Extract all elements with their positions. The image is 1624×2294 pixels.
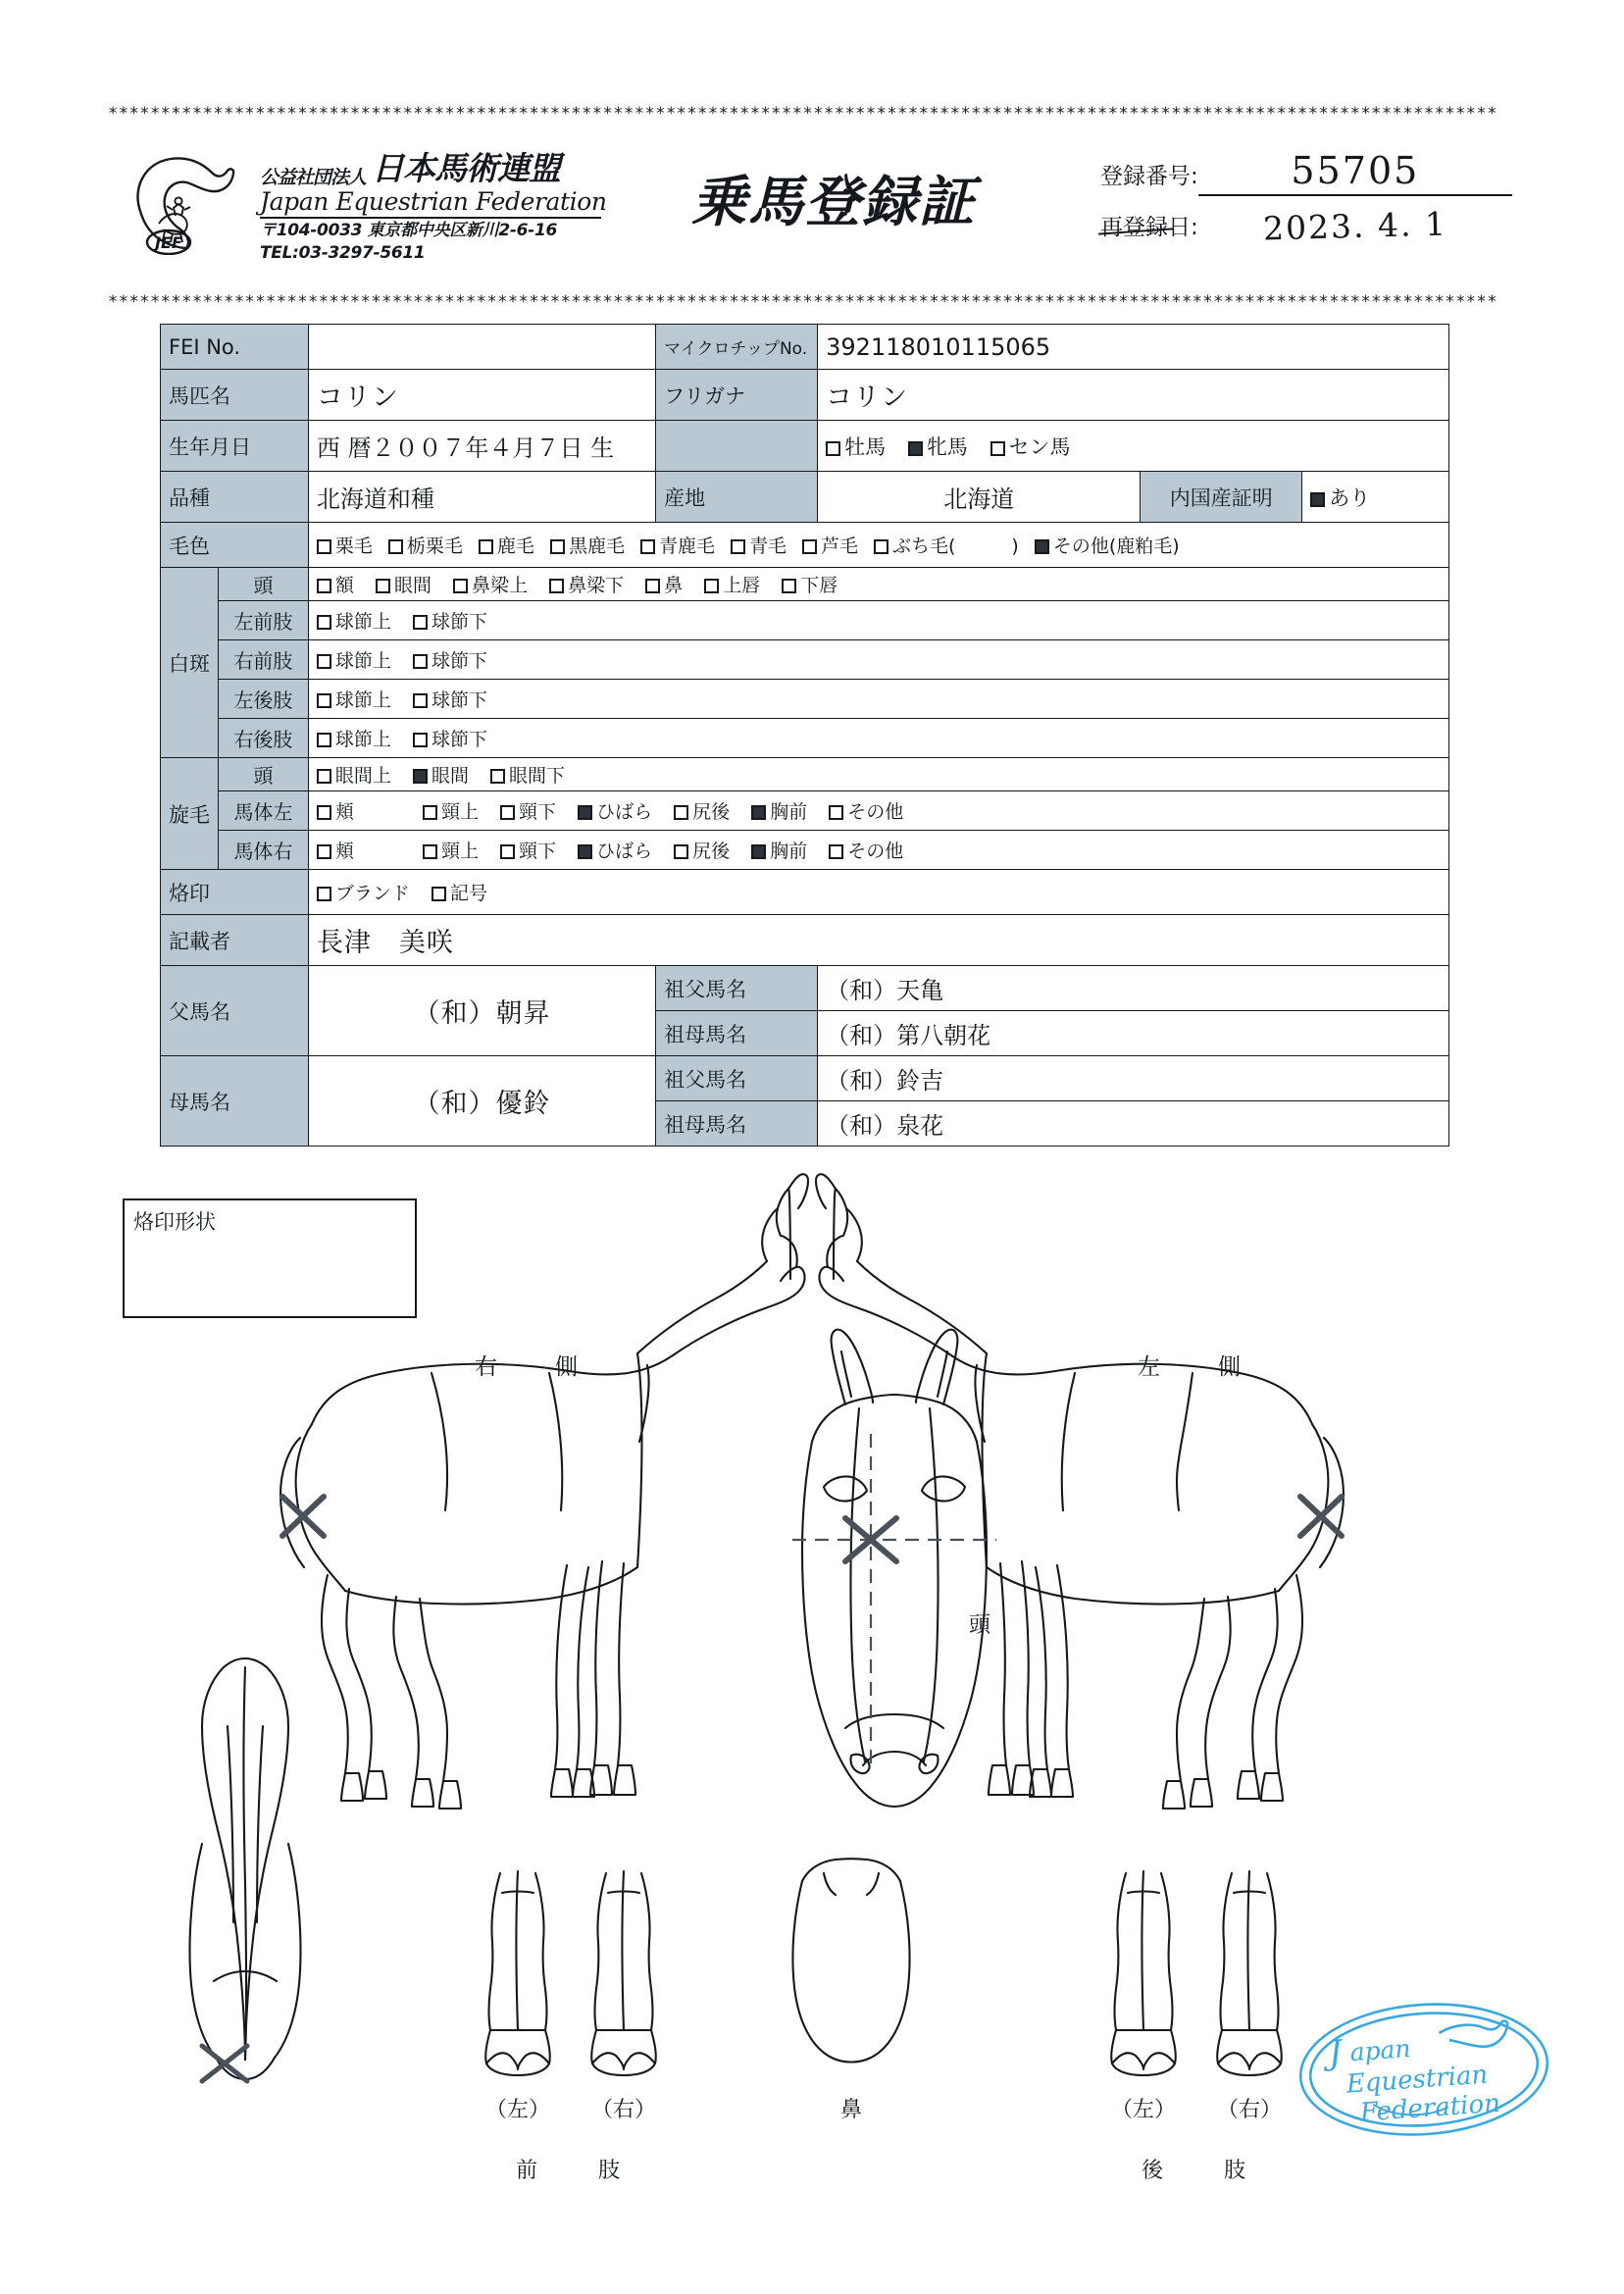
whorl-l-other-label: その他 xyxy=(847,801,904,823)
white-rh-below-fetlock-label: 球節下 xyxy=(431,729,487,750)
horse-head-front-figure xyxy=(802,1330,987,1807)
checkbox-whorl-r-hindquarter-icon[interactable] xyxy=(674,844,688,859)
white-lf-below-fetlock-label: 球節下 xyxy=(431,611,487,633)
brand-option-symbol-label: 記号 xyxy=(449,883,487,904)
checkbox-whorl-r-cheek-icon[interactable] xyxy=(317,844,331,859)
checkbox-between-eyes-icon[interactable] xyxy=(376,579,390,593)
coat-option-tochikurige-label: 栃栗毛 xyxy=(406,535,463,557)
brand-option-brand[interactable] xyxy=(317,879,410,905)
whorl-l-hindquarter[interactable] xyxy=(674,797,730,824)
hind-limb-label: 後 肢 xyxy=(1141,2159,1251,2183)
checkbox-symbol-icon[interactable] xyxy=(431,887,446,901)
table-row-coat-color xyxy=(161,523,1449,568)
checkbox-kage-icon[interactable] xyxy=(479,539,493,554)
whorl-l-hindquarter-label: 尻後 xyxy=(692,801,731,823)
white-lf-above-fetlock[interactable] xyxy=(317,607,391,634)
registration-block xyxy=(1100,145,1512,247)
table-row-white-head xyxy=(161,568,1449,601)
white-lh-below-fetlock[interactable] xyxy=(413,686,487,712)
jef-logo-icon xyxy=(129,147,247,255)
whorl-l-upper-neck-label: 頸上 xyxy=(440,801,479,823)
registration-date-label: 再登録日: xyxy=(1100,209,1198,247)
whorl-row-label-right-body: 馬体右 xyxy=(219,831,309,870)
domestic-certificate-value[interactable] xyxy=(1302,472,1449,523)
org-address: 〒104-0033 東京都中央区新川2-6-16 xyxy=(260,221,558,240)
checkbox-upper-lip-icon[interactable] xyxy=(704,579,719,593)
coat-option-kurokage-label: 黒鹿毛 xyxy=(568,535,625,557)
sex-options xyxy=(818,421,1449,472)
whorl-l-cheek[interactable] xyxy=(317,797,401,824)
svg-text:JEF: JEF xyxy=(155,233,182,252)
checkbox-whorl-l-flank-icon[interactable] xyxy=(578,805,592,820)
marker-x-left-flank xyxy=(1300,1497,1342,1536)
white-option-between-eyes-label: 眼間 xyxy=(393,575,431,596)
fei-no-label: FEI No. xyxy=(161,325,309,370)
checkbox-whorl-r-upper-neck-icon[interactable] xyxy=(423,844,437,859)
furigana-value: コリン xyxy=(818,370,1449,421)
whorl-markers xyxy=(202,1497,1342,2081)
checkbox-rh-above-fetlock-icon[interactable] xyxy=(317,733,331,747)
checkbox-lower-lip-icon[interactable] xyxy=(782,579,796,593)
nose-label: 鼻 xyxy=(839,2098,862,2122)
whorl-below-eyes[interactable] xyxy=(490,761,565,788)
brand-option-symbol[interactable] xyxy=(431,879,487,905)
checkbox-whorl-below-eyes-icon[interactable] xyxy=(490,769,505,784)
org-name-en: Japan Equestrian Federation xyxy=(260,187,607,216)
coat-color-options xyxy=(308,523,1448,568)
whorl-below-eyes-label: 眼間下 xyxy=(509,765,566,787)
whorl-l-flank-label: ひばら xyxy=(596,801,653,823)
sex-option-mare[interactable] xyxy=(908,432,968,461)
sex-option-stallion-label: 牡馬 xyxy=(844,434,887,459)
table-row-breed xyxy=(161,472,1449,523)
origin-value: 北海道 xyxy=(818,472,1141,523)
table-row-birthdate xyxy=(161,421,1449,472)
document-header xyxy=(108,137,1520,284)
seal-line3: Federation xyxy=(1358,2088,1501,2128)
white-option-forehead-label: 額 xyxy=(334,575,354,596)
white-row-label-left-hind: 左後肢 xyxy=(219,680,309,719)
brand-shape-label: 烙印形状 xyxy=(133,1210,216,1234)
checkbox-brand-icon[interactable] xyxy=(317,887,331,901)
whorl-l-lower-neck[interactable] xyxy=(500,797,556,824)
dam-grandsire-label: 祖父馬名 xyxy=(656,1056,818,1101)
hind-limbs-figure xyxy=(1111,1871,1282,2075)
whorl-r-cheek[interactable] xyxy=(317,837,401,863)
whorl-l-upper-neck[interactable] xyxy=(423,797,479,824)
registration-number-field xyxy=(1198,149,1512,196)
whorl-between-eyes[interactable] xyxy=(413,761,469,788)
checkbox-gelding-icon[interactable] xyxy=(990,441,1005,456)
whorl-left-body-options xyxy=(308,791,1448,831)
checkbox-kurokage-icon[interactable] xyxy=(550,539,565,554)
head-label: 頭 xyxy=(969,1613,991,1638)
hind-right-label: （右） xyxy=(1216,2098,1282,2122)
checkbox-whorl-above-eyes-icon[interactable] xyxy=(317,769,331,784)
white-option-lower-nasal-label: 鼻梁下 xyxy=(568,575,625,596)
checkbox-whorl-r-other-icon[interactable] xyxy=(829,844,843,859)
white-lh-above-fetlock[interactable] xyxy=(317,686,391,712)
horse-name-value: コリン xyxy=(308,370,655,421)
whorl-right-body-options xyxy=(308,831,1448,870)
coat-option-aoge-label: 青毛 xyxy=(748,535,787,557)
org-rule xyxy=(260,217,601,219)
white-lh-below-fetlock-label: 球節下 xyxy=(431,689,487,711)
sire-grandsire-value: （和）天亀 xyxy=(818,966,1449,1011)
registration-number-label: 登録番号: xyxy=(1100,164,1198,189)
birthdate-value: 西 暦２００７年４月７日 生 xyxy=(308,421,655,472)
registration-table xyxy=(160,324,1449,1147)
whorl-r-hindquarter[interactable] xyxy=(674,837,730,863)
checkbox-whorl-between-eyes-icon[interactable] xyxy=(413,769,428,784)
coat-option-other[interactable] xyxy=(1035,532,1180,558)
white-option-lower-lip[interactable] xyxy=(782,571,837,597)
microchip-value: 392118010115065 xyxy=(818,325,1449,370)
domestic-certificate-label: 内国産証明 xyxy=(1141,472,1302,523)
table-row-white-right-fore xyxy=(161,640,1449,680)
checkbox-ashige-icon[interactable] xyxy=(802,539,817,554)
white-option-upper-lip-label: 上唇 xyxy=(723,575,761,596)
checkbox-whorl-r-chest-icon[interactable] xyxy=(751,844,766,859)
whorl-l-chest[interactable] xyxy=(751,797,807,824)
dam-granddam-value: （和）泉花 xyxy=(818,1101,1449,1147)
checkbox-lower-nasal-icon[interactable] xyxy=(549,579,564,593)
sire-value: （和）朝昇 xyxy=(308,966,655,1056)
checkbox-whorl-r-flank-icon[interactable] xyxy=(578,844,592,859)
checkbox-lf-below-fetlock-icon[interactable] xyxy=(413,615,428,630)
whorl-r-upper-neck-label: 頸上 xyxy=(440,841,479,862)
coat-option-tochikurige[interactable] xyxy=(388,532,463,558)
whorl-label: 旋毛 xyxy=(161,758,219,870)
table-row-whorl-head xyxy=(161,758,1449,791)
whorl-row-label-head: 頭 xyxy=(219,758,309,791)
registration-number-value: 55705 xyxy=(1291,149,1420,192)
marker-x-head-whorl xyxy=(845,1518,896,1561)
brand-label: 烙印 xyxy=(161,870,309,915)
table-row-dam-grandsire xyxy=(161,1056,1449,1101)
registration-date-field xyxy=(1198,204,1512,248)
coat-option-aoge[interactable] xyxy=(731,532,787,558)
coat-option-kurige-label: 栗毛 xyxy=(334,535,373,557)
white-row-label-head: 頭 xyxy=(219,568,309,601)
dam-granddam-label: 祖母馬名 xyxy=(656,1101,818,1147)
whorl-l-cheek-label: 頬 xyxy=(334,801,354,823)
white-option-forehead[interactable] xyxy=(317,571,354,597)
white-option-nose-label: 鼻 xyxy=(664,575,684,596)
asterisk-divider-bottom: ************************************************************************************************************************************ xyxy=(108,294,1498,311)
table-row-horse-name xyxy=(161,370,1449,421)
origin-label: 産地 xyxy=(656,472,818,523)
checkbox-whorl-l-lower-neck-icon[interactable] xyxy=(500,805,515,820)
whorl-r-other[interactable] xyxy=(829,837,903,863)
checkbox-lf-above-fetlock-icon[interactable] xyxy=(317,615,331,630)
coat-option-kurokage[interactable] xyxy=(550,532,625,558)
brand-options xyxy=(308,870,1448,915)
white-right-fore-options xyxy=(308,640,1448,680)
white-lh-above-fetlock-label: 球節上 xyxy=(334,689,391,711)
white-head-options xyxy=(308,568,1448,601)
microchip-label: マイクロチップNo. xyxy=(656,325,818,370)
sex-option-mare-label: 牝馬 xyxy=(926,434,968,459)
dam-grandsire-value: （和）鈴吉 xyxy=(818,1056,1449,1101)
whorl-r-flank-label: ひばら xyxy=(596,841,653,862)
breed-label: 品種 xyxy=(161,472,309,523)
checkbox-forehead-icon[interactable] xyxy=(317,579,331,593)
white-rh-above-fetlock-label: 球節上 xyxy=(334,729,391,750)
checkbox-aoge-icon[interactable] xyxy=(731,539,745,554)
coat-option-buchige-label: ぶち毛( ) xyxy=(892,535,1019,557)
white-rh-above-fetlock[interactable] xyxy=(317,725,391,751)
marker-x-rear-whorl xyxy=(202,2046,247,2081)
checkbox-aokage-icon[interactable] xyxy=(640,539,655,554)
whorl-l-chest-label: 胸前 xyxy=(770,801,808,823)
registration-number-row xyxy=(1100,145,1512,196)
horse-left-side-figure xyxy=(816,1174,1344,1809)
whorl-between-eyes-label: 眼間 xyxy=(431,765,469,787)
whorl-r-chest[interactable] xyxy=(751,837,807,863)
table-row-white-right-hind xyxy=(161,719,1449,758)
white-rf-below-fetlock-label: 球節下 xyxy=(431,650,487,672)
whorl-l-other[interactable] xyxy=(829,797,903,824)
horse-rear-view-figure xyxy=(190,1658,301,2079)
white-left-fore-options xyxy=(308,601,1448,640)
whorl-r-lower-neck-label: 頸下 xyxy=(519,841,557,862)
breed-value: 北海道和種 xyxy=(308,472,655,523)
recorder-value: 長津 美咲 xyxy=(308,915,1448,966)
sex-option-gelding[interactable] xyxy=(990,432,1071,461)
checkbox-kurige-icon[interactable] xyxy=(317,539,331,554)
head-axis-guides xyxy=(792,1434,996,1765)
dam-label: 母馬名 xyxy=(161,1056,309,1147)
whorl-row-label-left-body: 馬体左 xyxy=(219,791,309,831)
checkbox-rh-below-fetlock-icon[interactable] xyxy=(413,733,428,747)
white-row-label-right-hind: 右後肢 xyxy=(219,719,309,758)
whorl-r-chest-label: 胸前 xyxy=(770,841,808,862)
white-right-hind-options xyxy=(308,719,1448,758)
table-row-white-left-fore xyxy=(161,601,1449,640)
checkbox-rf-above-fetlock-icon[interactable] xyxy=(317,654,331,669)
org-name-jp: 日本馬術連盟 xyxy=(372,149,561,187)
coat-color-label: 毛色 xyxy=(161,523,309,568)
checkbox-stallion-icon[interactable] xyxy=(826,441,840,456)
sex-label-spacer xyxy=(656,421,818,472)
white-rf-above-fetlock[interactable] xyxy=(317,646,391,673)
checkbox-lh-above-fetlock-icon[interactable] xyxy=(317,693,331,708)
organization-block xyxy=(260,143,672,263)
front-limbs-figure xyxy=(485,1871,656,2075)
brand-shape-box xyxy=(123,1198,417,1318)
checkbox-nose-icon[interactable] xyxy=(645,579,660,593)
left-side-label: 左 側 xyxy=(1138,1354,1258,1380)
white-rh-below-fetlock[interactable] xyxy=(413,725,487,751)
white-rf-above-fetlock-label: 球節上 xyxy=(334,650,391,672)
checkbox-mare-icon[interactable] xyxy=(908,441,923,456)
horse-name-label: 馬匹名 xyxy=(161,370,309,421)
white-option-lower-lip-label: 下唇 xyxy=(800,575,838,596)
checkbox-whorl-l-chest-icon[interactable] xyxy=(751,805,766,820)
table-row-fei xyxy=(161,325,1449,370)
white-option-nose[interactable] xyxy=(645,571,683,597)
registration-date-value: 2023. 4. 1 xyxy=(1262,204,1448,248)
asterisk-divider-top: ************************************************************************************************************************************ xyxy=(108,106,1498,123)
table-row-whorl-left-body xyxy=(161,791,1449,831)
table-row-whorl-right-body xyxy=(161,831,1449,870)
whorl-above-eyes[interactable] xyxy=(317,761,391,788)
furigana-label: フリガナ xyxy=(656,370,818,421)
sex-option-stallion[interactable] xyxy=(826,432,886,461)
white-option-upper-nasal-label: 鼻梁上 xyxy=(472,575,529,596)
white-row-label-left-fore: 左前肢 xyxy=(219,601,309,640)
front-limb-label: 前 肢 xyxy=(515,2159,626,2183)
sire-granddam-value: （和）第八朝花 xyxy=(818,1011,1449,1056)
whorl-head-options xyxy=(308,758,1448,791)
checkbox-buchige-icon[interactable] xyxy=(874,539,888,554)
checkbox-domestic-icon[interactable] xyxy=(1310,492,1325,507)
whorl-r-lower-neck[interactable] xyxy=(500,837,556,863)
coat-option-kage[interactable] xyxy=(479,532,534,558)
whorl-r-hindquarter-label: 尻後 xyxy=(692,841,731,862)
front-left-label: （左） xyxy=(484,2098,550,2122)
whorl-l-flank[interactable] xyxy=(578,797,652,824)
fei-no-value xyxy=(308,325,655,370)
dam-value: （和）優鈴 xyxy=(308,1056,655,1147)
sire-grandsire-label: 祖父馬名 xyxy=(656,966,818,1011)
checkbox-coat-other-icon[interactable] xyxy=(1035,539,1049,554)
document-title: 乗馬登録証 xyxy=(691,171,976,234)
checkbox-whorl-l-upper-neck-icon[interactable] xyxy=(423,805,437,820)
table-row-white-left-hind xyxy=(161,680,1449,719)
coat-option-ashige[interactable] xyxy=(802,532,858,558)
checkbox-rf-below-fetlock-icon[interactable] xyxy=(413,654,428,669)
coat-option-buchige[interactable] xyxy=(874,532,1019,558)
coat-option-kage-label: 鹿毛 xyxy=(496,535,534,557)
nose-figure xyxy=(792,1859,909,2062)
marker-x-right-flank xyxy=(282,1497,324,1536)
right-side-label: 右 側 xyxy=(475,1354,595,1380)
white-lf-below-fetlock[interactable] xyxy=(413,607,487,634)
coat-option-kurige[interactable] xyxy=(317,532,373,558)
table-row-sire-grandsire xyxy=(161,966,1449,1011)
sire-granddam-label: 祖母馬名 xyxy=(656,1011,818,1056)
white-option-upper-nasal[interactable] xyxy=(453,571,528,597)
table-row-recorder xyxy=(161,915,1449,966)
official-seal-stamp xyxy=(1290,1982,1560,2157)
seal-line1: J xyxy=(1327,2032,1344,2073)
white-rf-below-fetlock[interactable] xyxy=(413,646,487,673)
coat-option-ashige-label: 芦毛 xyxy=(820,535,858,557)
whorl-r-upper-neck[interactable] xyxy=(423,837,479,863)
org-telephone: TEL:03-3297-5611 xyxy=(260,242,426,263)
sex-option-gelding-label: セン馬 xyxy=(1008,434,1071,459)
white-option-upper-lip[interactable] xyxy=(704,571,760,597)
hind-left-label: （左） xyxy=(1110,2098,1176,2122)
org-prefix: 公益社団法人 xyxy=(260,167,367,188)
checkbox-whorl-r-lower-neck-icon[interactable] xyxy=(500,844,515,859)
whorl-r-cheek-label: 頬 xyxy=(334,841,354,862)
white-lf-above-fetlock-label: 球節上 xyxy=(334,611,391,633)
white-left-hind-options xyxy=(308,680,1448,719)
checkbox-whorl-l-cheek-icon[interactable] xyxy=(317,805,331,820)
checkbox-whorl-l-other-icon[interactable] xyxy=(829,805,843,820)
white-option-between-eyes[interactable] xyxy=(376,571,431,597)
domestic-certificate-text: あり xyxy=(1329,485,1371,510)
checkbox-upper-nasal-icon[interactable] xyxy=(453,579,468,593)
whorl-l-lower-neck-label: 頸下 xyxy=(519,801,557,823)
checkbox-tochikurige-icon[interactable] xyxy=(388,539,403,554)
brand-option-brand-label: ブランド xyxy=(334,883,410,904)
coat-option-aokage-label: 青鹿毛 xyxy=(658,535,715,557)
registration-date-row xyxy=(1100,196,1512,247)
white-markings-label: 白斑 xyxy=(161,568,219,758)
whorl-r-flank[interactable] xyxy=(578,837,652,863)
whorl-r-other-label: その他 xyxy=(847,841,904,862)
coat-option-aokage[interactable] xyxy=(640,532,715,558)
checkbox-whorl-l-hindquarter-icon[interactable] xyxy=(674,805,688,820)
coat-option-other-label: その他(鹿粕毛) xyxy=(1052,535,1180,557)
white-row-label-right-fore: 右前肢 xyxy=(219,640,309,680)
white-option-lower-nasal[interactable] xyxy=(549,571,624,597)
seal-line2: Equestrian xyxy=(1345,2060,1490,2100)
checkbox-lh-below-fetlock-icon[interactable] xyxy=(413,693,428,708)
recorder-label: 記載者 xyxy=(161,915,309,966)
table-row-brand xyxy=(161,870,1449,915)
front-right-label: （右） xyxy=(590,2098,656,2122)
whorl-above-eyes-label: 眼間上 xyxy=(334,765,391,787)
seal-line1-rest: apan xyxy=(1348,2033,1412,2067)
birthdate-label: 生年月日 xyxy=(161,421,309,472)
sire-label: 父馬名 xyxy=(161,966,309,1056)
